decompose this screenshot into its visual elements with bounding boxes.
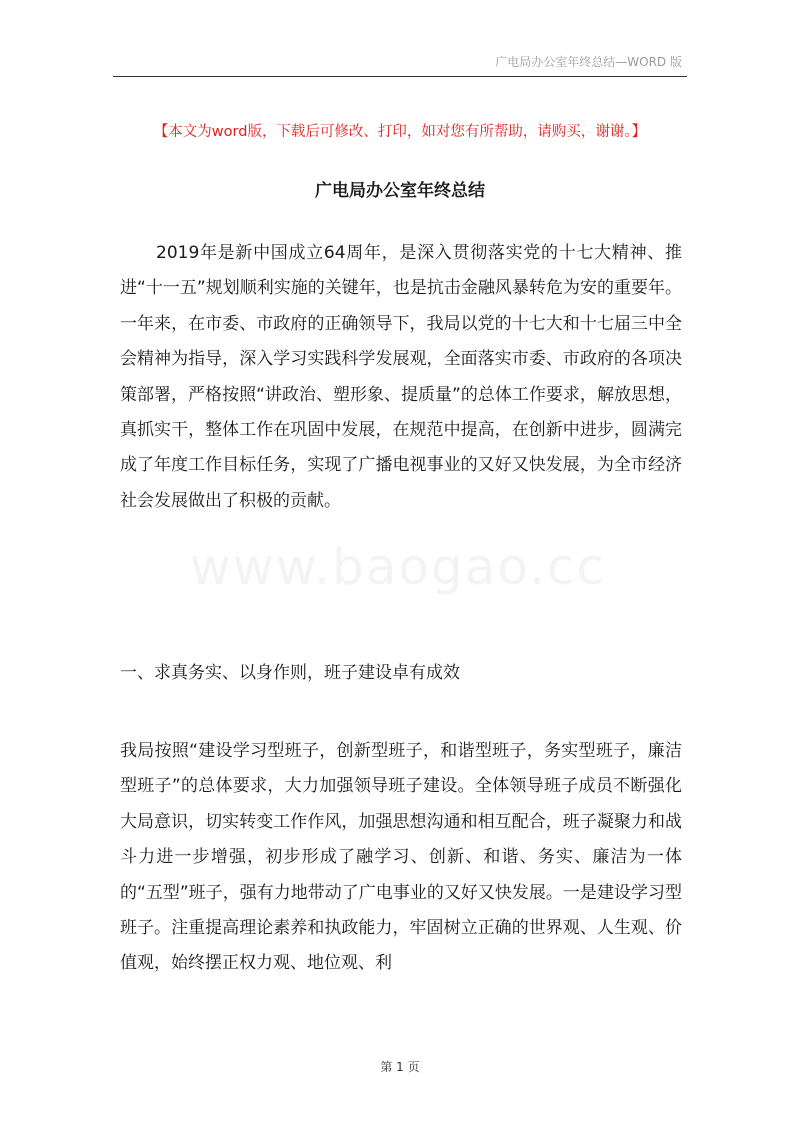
download-notice: 【本文为word版，下载后可修改、打印，如对您有所帮助，请购买，谢谢。】 xyxy=(153,124,647,140)
body-paragraph: 我局按照“建设学习型班子，创新型班子，和谐型班子，务实型班子，廉洁型班子”的总体要求，大力加强领导班子建设。全体领导班子成员不断强化大局意识，切实转变工作作风，加强思想沟通和相互配合，班子凝聚力和战斗力进一步增强，初步形成了融学习、创新、和谐、务实、廉洁为一体的“五型”班子，强有力地带动了广电事业的又好又快发展。一是建设学习型班子。注重提高理论素养和执政能力，牢固树立正确的世界观、人生观、价值观，始终摆正权力观、地位观、利 xyxy=(120,741,682,974)
document-title: 广电局办公室年终总结 xyxy=(315,181,485,201)
watermark: www.baogao.cc xyxy=(190,538,606,596)
section-heading: 一、求真务实、以身作则，班子建设卓有成效 xyxy=(120,663,460,683)
header-divider xyxy=(113,76,687,77)
page-number: 第 1 页 xyxy=(380,1060,420,1074)
intro-paragraph: 2019年是新中国成立64周年，是深入贯彻落实党的十七大精神、推进“十一五”规划顺利实施的关键年，也是抗击金融风暴转危为安的重要年。一年来，在市委、市政府的正确领导下，我局以党的十七大和十七届三中全会精神为指导，深入学习实践科学发展观，全面落实市委、市政府的各项决策部署，严格按照“讲政治、塑形象、提质量”的总体工作要求，解放思想，真抓实干，整体工作在巩固中发展，在规范中提高，在创新中进步，圆满完成了年度工作目标任务，实现了广播电视事业的又好又快发展，为全市经济社会发展做出了积极的贡献。 xyxy=(120,243,682,511)
running-header: 广电局办公室年终总结—WORD 版 xyxy=(495,55,682,69)
